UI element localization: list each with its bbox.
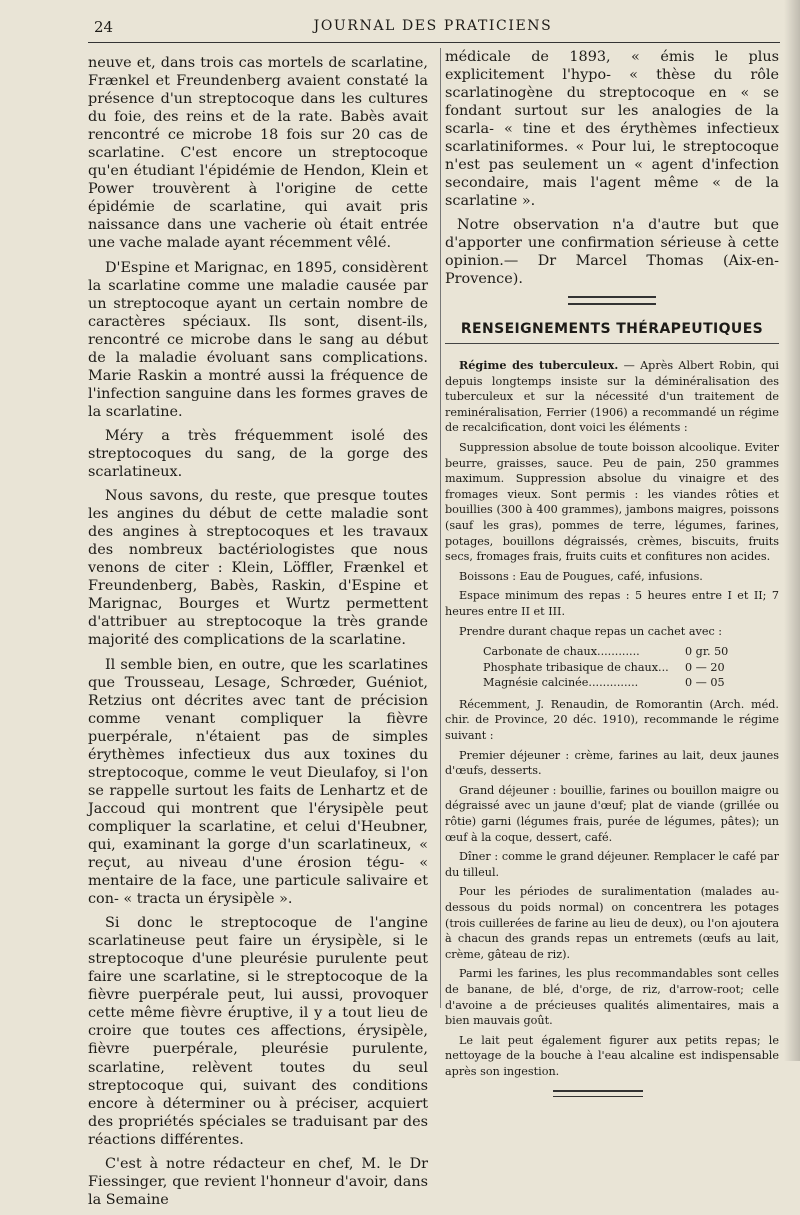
header-rule [88, 42, 780, 43]
regime-intro: — Après Albert Robin, qui depuis longtemps insiste sur la déminéralisation des tuberculeux et sur la nécessité d'un traitement de reminéralisation, Ferrier (1906) a recommandé un régime de recalcification, dont voici les éléments : [445, 359, 779, 435]
paragraph: Le lait peut également figurer aux petits repas; le nettoyage de la bouche à l'eau alcaline est indispensable après son ingestion. [445, 1033, 779, 1078]
paragraph: D'Espine et Marignac, en 1895, considèrent la scarlatine comme une maladie causée par un streptocoque ayant un certain nombre de caractères spéciaux. Ils sont, disent-ils, rencontré ce microbe dans le sang au début de la maladie évoluant sans complications. Marie Raskin a montré aussi la fréquence de l'infection sanguine dans les formes graves de la scarlatine. [88, 259, 428, 420]
formula-ingredient: Phosphate tribasique de chaux... [483, 660, 669, 674]
formula-ingredient: Carbonate de chaux............ [483, 645, 640, 659]
paragraph: Parmi les farines, les plus recommandables sont celles de banane, de blé, d'orge, de riz, d'arrow-root; celle d'avoine a de précieuses qualités alimentaires, mais a bien mauvais goût. [445, 967, 779, 1028]
page-edge-shadow [784, 0, 800, 1061]
paragraph: C'est à notre rédacteur en chef, M. le Dr Fiessinger, que revient l'honneur d'avoir, dans la Semaine [88, 1155, 428, 1208]
paragraph: médicale de 1893, « émis le plus explicitement l'hypo- « thèse du rôle scarlatinogène du streptocoque en « se fondant surtout sur les analogies de la scarla- « tine et des érythèmes infectieux scarlatiniformes. « Pour lui, le streptocoque n'est pas seulement un « agent d'infection secondaire, mais l'agent même « de la scarlatine ». [445, 49, 779, 209]
paragraph: Si donc le streptocoque de l'angine scarlatineuse peut faire un érysipèle, si le streptocoque d'une pleurésie purulente peut faire une scarlatine, si le streptocoque de la fièvre puerpérale peut, lui aussi, provoquer cette même fièvre éruptive, il y a tout lieu de croire que toutes ces affections, érysipèle, fièvre puerpérale, pleurésie purulente, scarlatine, relèvent toutes du seul streptocoque qui, suivant des conditions encore à déterminer ou à préciser, acquiert des propriétés spéciales se traduisant par des réactions différentes. [88, 915, 428, 1148]
paragraph: Suppression absolue de toute boisson alcoolique. Eviter beurre, graisses, sauce. Peu de pain, 250 grammes maximum. Suppression absolue du vinaigre et des fromages vieux. Sont permis : les viandes rôties et bouillies (300 à 400 grammes), jambons maigres, poissons (sauf les gras), pommes de terre, légumes, farines, potages, bouillons dégraissés, crèmes, biscuits, fruits secs, fromages frais, fruits cuits et confitures non acides. [445, 440, 779, 564]
paragraph: neuve et, dans trois cas mortels de scarlatine, Frænkel et Freundenberg avaient constaté la présence d'un streptocoque dans les cultures du foie, des reins et de la rate. Babès avait rencontré ce microbe 18 fois sur 20 cas de scarlatine. C'est encore un streptocoque qu'en étudiant l'épidémie de Hendon, Klein et Power trouvèrent à l'origine de cette épidémie de scarlatine, qui avait pris naissance dans une vacherie où était entrée une vache malade ayant récemment vêlé. [88, 55, 428, 252]
formula-row [483, 675, 743, 691]
paragraph: Espace minimum des repas : 5 heures entre I et II; 7 heures entre II et III. [445, 589, 779, 618]
paragraph: Nous savons, du reste, que presque toutes les angines du début de cette maladie sont des angines à streptocoques et les travaux des nombreux bactériologistes que nous venons de citer : Klein, Löffler, Frænkel et Freundenberg, Babès, Raskin, d'Espine et Marignac, Bourges et Wurtz permettent d'attribuer au streptocoque la très grande majorité des complications de la scarlatine. [88, 488, 428, 649]
paragraph: Premier déjeuner : crème, farines au lait, deux jaunes d'œufs, desserts. [445, 748, 779, 778]
column-divider [440, 48, 441, 1008]
paragraph: Notre observation n'a d'autre but que d'apporter une confirmation sérieuse à cette opinion.— Dr Marcel Thomas (Aix-en-Provence). [445, 217, 779, 287]
prescription-formula [483, 644, 743, 691]
paragraph: Récemment, J. Renaudin, de Romorantin (Arch. méd. chir. de Province, 20 déc. 1910), recommande le régime suivant : [445, 697, 779, 743]
formula-row [483, 644, 743, 660]
page-header [88, 14, 778, 38]
paragraph: Pour les périodes de suralimentation (malades au-dessous du poids normal) on concentrera les potages (trois cuillerées de farine au lieu de deux), ou l'on ajoutera à chacun des grands repas un entremets (œufs au lait, crème, gâteau de riz). [445, 885, 779, 961]
formula-dose: 0 — 05 [685, 676, 725, 690]
paragraph: Grand déjeuner : bouillie, farines ou bouillon maigre ou dégraissé avec un jaune d'œuf; plat de viande (grillée ou rôtie) garni (légumes frais, purée de légumes, pâtes); un œuf à la coque, dessert, café. [445, 783, 779, 844]
paragraph: Prendre durant chaque repas un cachet avec : [459, 624, 723, 638]
section-title: RENSEIGNEMENTS THÉRAPEUTIQUES [445, 321, 779, 344]
paragraph: Méry a très fréquemment isolé des streptocoques du sang, de la gorge des scarlatineux. [88, 427, 428, 481]
therapeutic-notes [445, 358, 779, 1080]
running-title: JOURNAL DES PRATICIENS [313, 18, 553, 34]
regime-title: Régime des tuberculeux. [459, 358, 619, 372]
formula-row [483, 660, 743, 676]
formula-dose: 0 gr. 50 [685, 645, 729, 659]
formula-dose: 0 — 20 [685, 660, 725, 674]
paragraph: Il semble bien, en outre, que les scarlatines que Trousseau, Lesage, Schrœder, Guéniot, Retzius ont décrites avec tant de précision comme venant compliquer la fièvre puerpérale, n'étaient pas de simples érythèmes infectieux dus aux toxines du streptocoque, comme le veut Dieulafoy, si l'on se rappelle surtout les faits de Lenhartz et de Jaccoud qui montrent que l'érysipèle peut compliquer la scarlatine, et celui d'Heubner, qui, examinant la gorge d'un scarlatineux, « reçut, au niveau d'une érosion tégu- « mentaire de la face, une particule salivaire et con- « tracta un érysipèle ». [88, 656, 428, 908]
left-column [88, 54, 428, 1215]
section-separator [568, 296, 656, 305]
paragraph [445, 358, 779, 436]
formula-ingredient: Magnésie calcinée.............. [483, 676, 639, 690]
paragraph: Boissons : Eau de Pougues, café, infusions. [459, 569, 703, 583]
paragraph: Dîner : comme le grand déjeuner. Remplacer le café par du tilleul. [445, 850, 779, 879]
end-separator [553, 1090, 643, 1097]
right-column [445, 48, 779, 1097]
page-number: 24 [94, 18, 114, 36]
